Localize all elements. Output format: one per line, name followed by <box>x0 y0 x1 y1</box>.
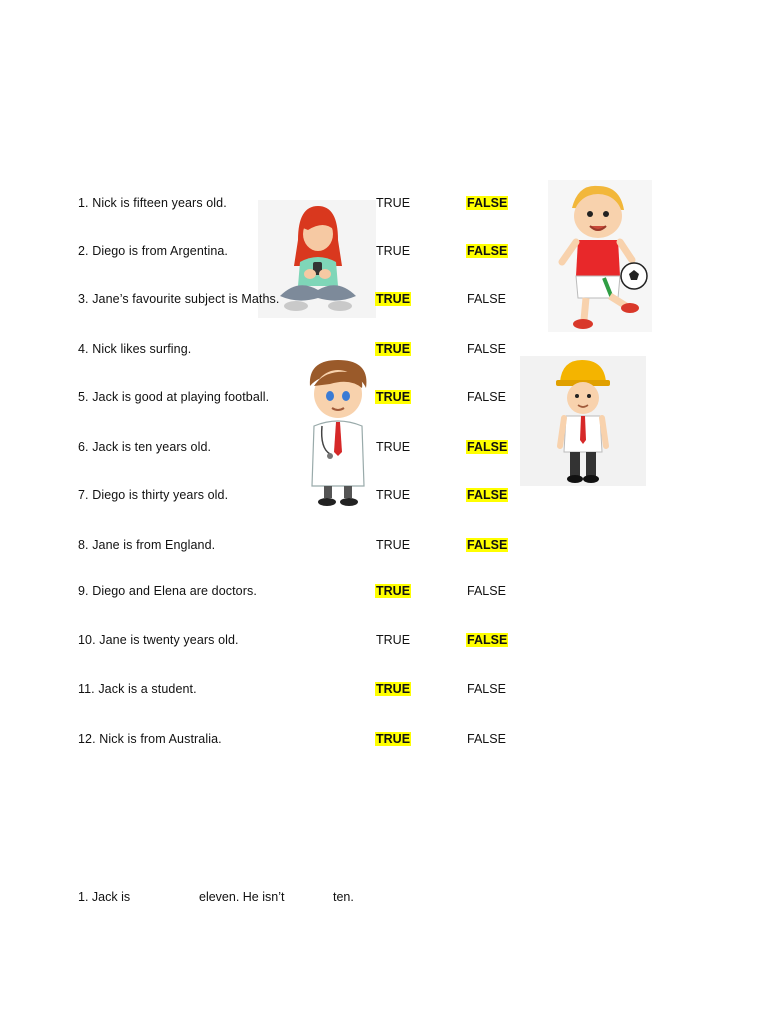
statement-12: 12. Nick is from Australia. <box>78 732 222 746</box>
false-option-3[interactable]: FALSE <box>467 292 506 306</box>
true-option-9[interactable]: TRUE <box>376 584 411 598</box>
gap-fill-part-2: eleven. He isn’t <box>199 890 285 904</box>
true-option-7[interactable]: TRUE <box>376 488 411 502</box>
statement-6: 6. Jack is ten years old. <box>78 440 212 454</box>
true-option-11[interactable]: TRUE <box>376 682 411 696</box>
statement-3: 3. Jane’s favourite subject is Maths. <box>78 292 280 306</box>
false-option-7[interactable]: FALSE <box>467 488 508 502</box>
true-option-3[interactable]: TRUE <box>376 292 411 306</box>
statement-4: 4. Nick likes surfing. <box>78 342 192 356</box>
statement-1: 1. Nick is fifteen years old. <box>78 196 227 210</box>
false-option-6[interactable]: FALSE <box>467 440 508 454</box>
construction-worker-illustration <box>520 356 646 486</box>
boy-playing-football-illustration <box>548 180 652 332</box>
true-option-4[interactable]: TRUE <box>376 342 411 356</box>
true-option-10[interactable]: TRUE <box>376 633 411 647</box>
statement-10: 10. Jane is twenty years old. <box>78 633 239 647</box>
false-option-2[interactable]: FALSE <box>467 244 508 258</box>
false-option-9[interactable]: FALSE <box>467 584 506 598</box>
false-option-10[interactable]: FALSE <box>467 633 508 647</box>
gap-fill-part-1: 1. Jack is <box>78 890 131 904</box>
statement-8: 8. Jane is from England. <box>78 538 216 552</box>
false-option-5[interactable]: FALSE <box>467 390 506 404</box>
statement-5: 5. Jack is good at playing football. <box>78 390 270 404</box>
statement-9: 9. Diego and Elena are doctors. <box>78 584 257 598</box>
true-option-6[interactable]: TRUE <box>376 440 411 454</box>
doctor-illustration <box>300 356 376 508</box>
gap-fill-part-3: ten. <box>333 890 354 904</box>
true-option-8[interactable]: TRUE <box>376 538 411 552</box>
false-option-12[interactable]: FALSE <box>467 732 506 746</box>
statement-7: 7. Diego is thirty years old. <box>78 488 229 502</box>
false-option-4[interactable]: FALSE <box>467 342 506 356</box>
true-option-1[interactable]: TRUE <box>376 196 411 210</box>
statement-11: 11. Jack is a student. <box>78 682 197 696</box>
statement-2: 2. Diego is from Argentina. <box>78 244 228 258</box>
true-option-12[interactable]: TRUE <box>376 732 411 746</box>
false-option-8[interactable]: FALSE <box>467 538 508 552</box>
true-option-2[interactable]: TRUE <box>376 244 411 258</box>
false-option-11[interactable]: FALSE <box>467 682 506 696</box>
true-option-5[interactable]: TRUE <box>376 390 411 404</box>
false-option-1[interactable]: FALSE <box>467 196 508 210</box>
